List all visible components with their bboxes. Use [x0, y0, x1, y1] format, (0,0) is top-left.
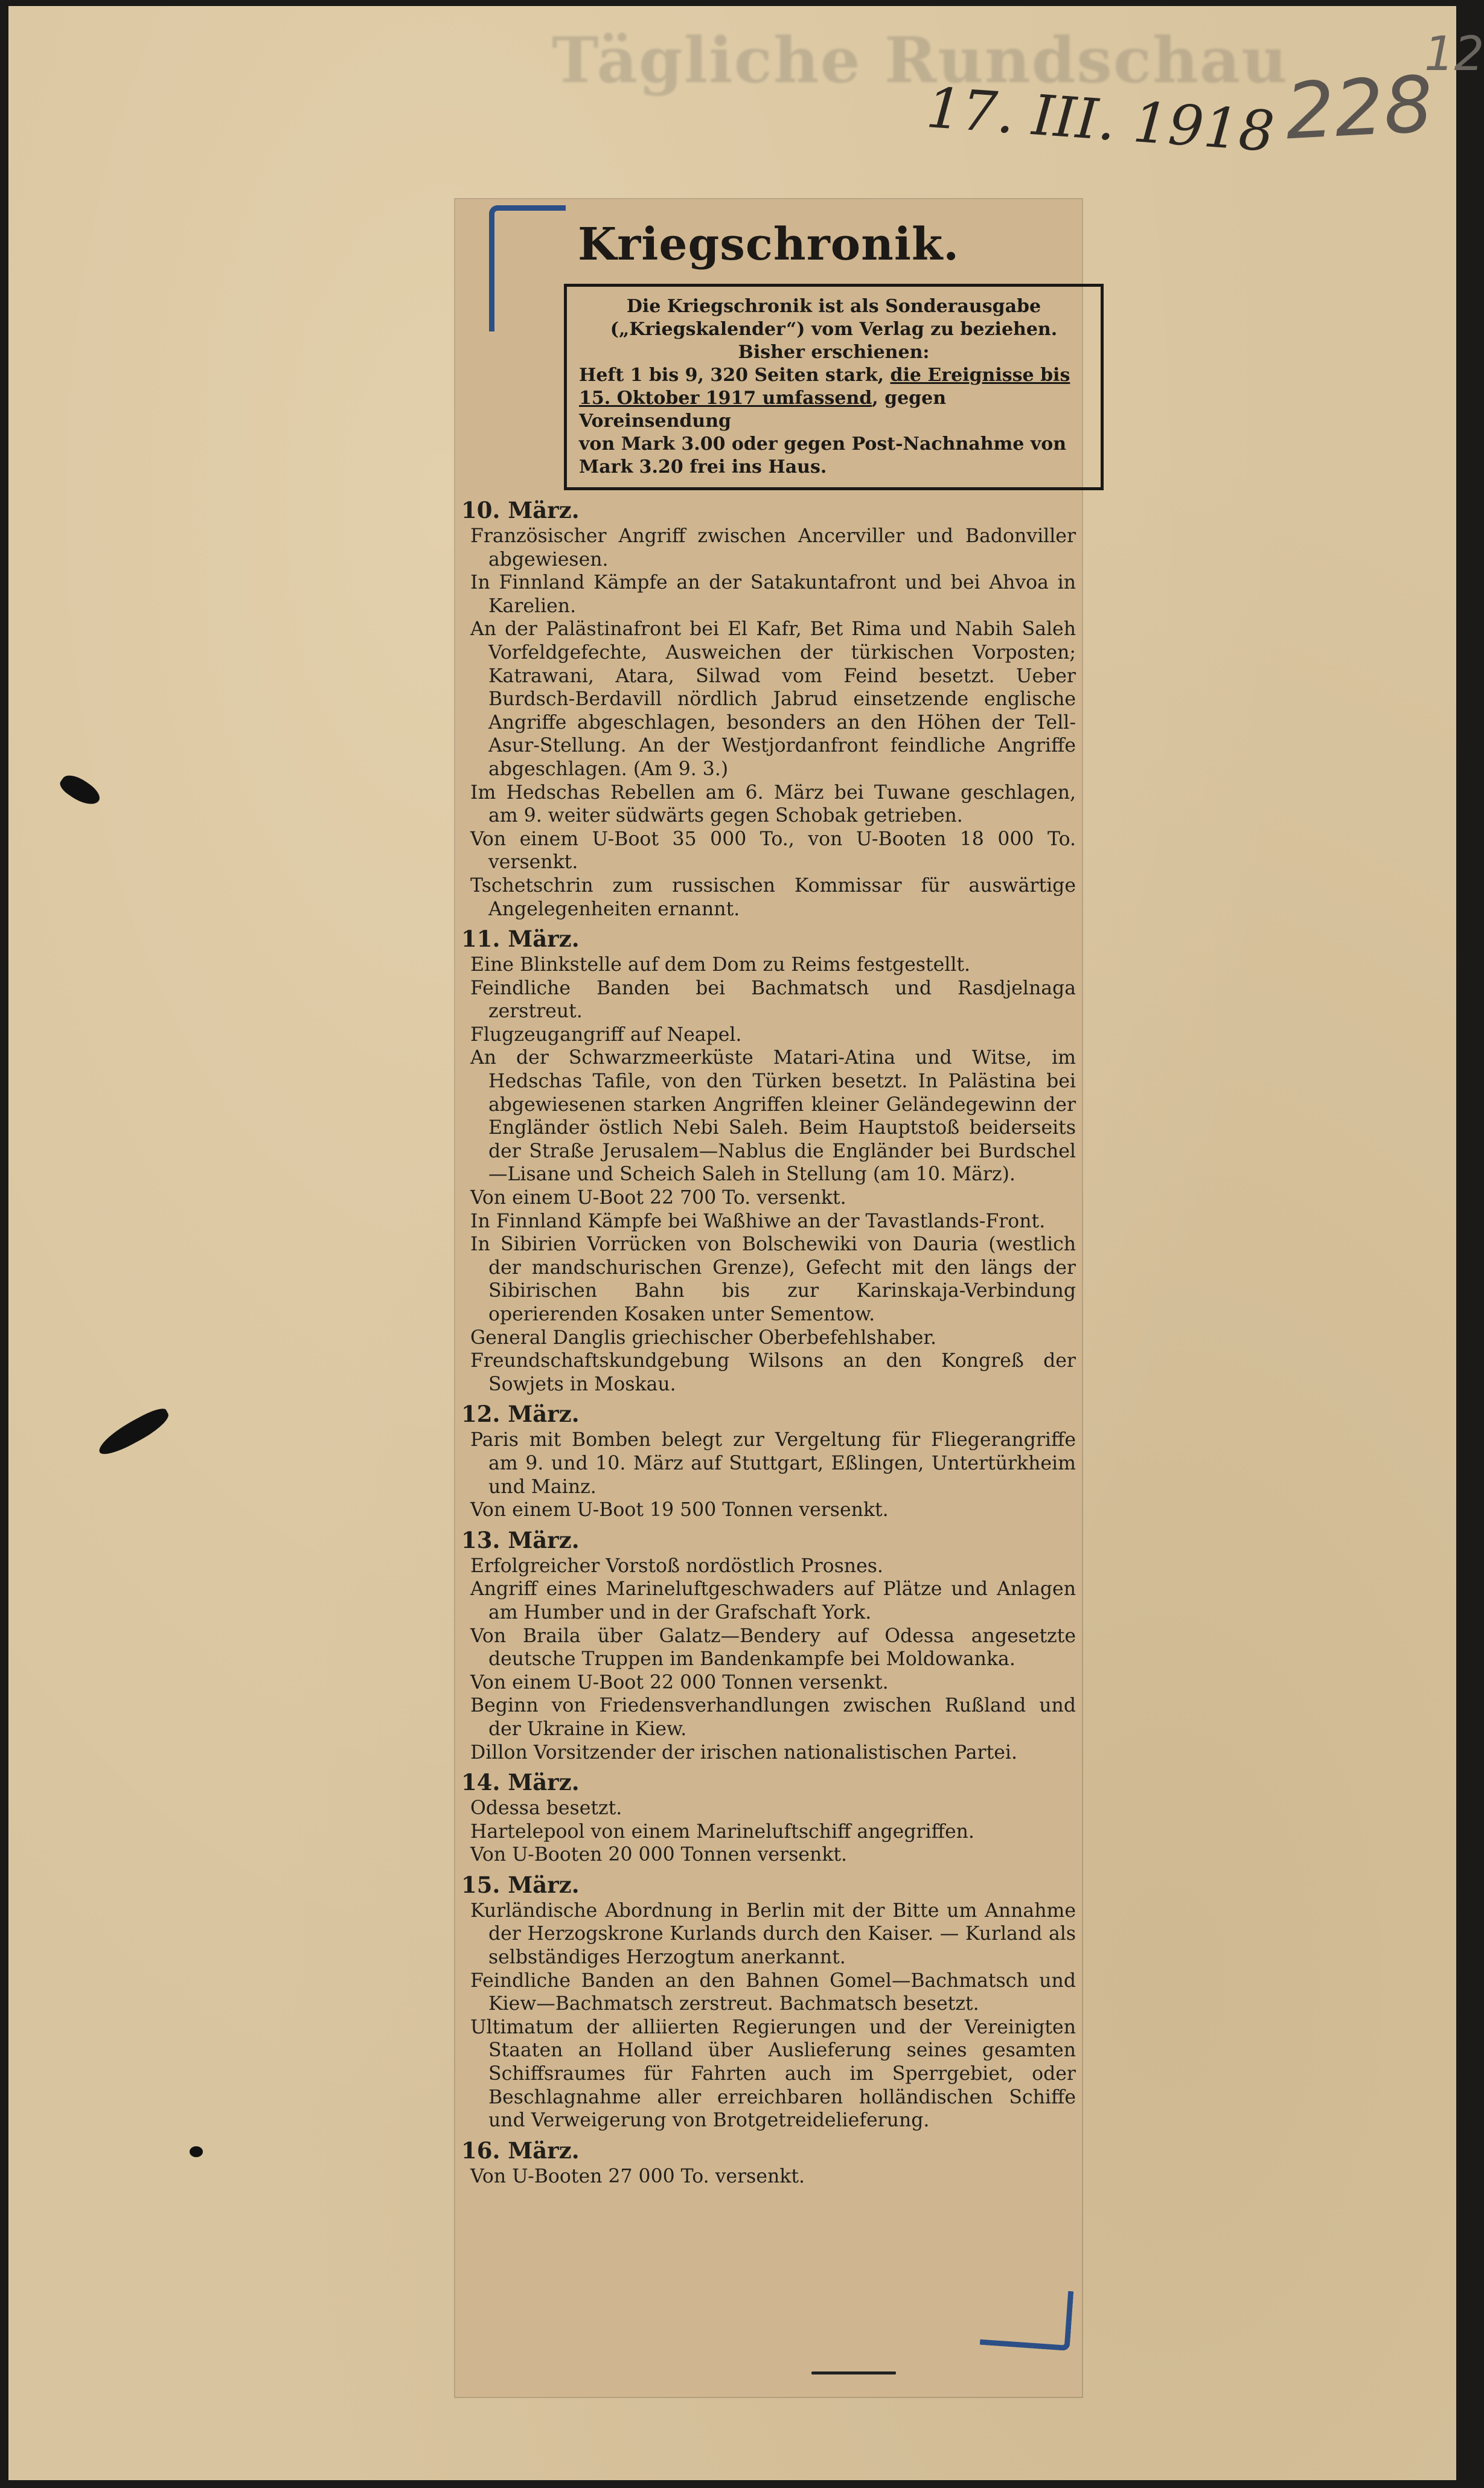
corner-mark: 12: [1424, 27, 1484, 82]
day-heading: 10. März.: [461, 497, 580, 523]
chronicle-entry: Von einem U-Boot 19 500 Tonnen versenkt.: [470, 1499, 889, 1521]
chronicle-body: [431, 492, 1083, 2346]
notice-line: von Mark 3.00 oder gegen Post-Nachnahme von: [579, 433, 1067, 455]
ink-spot: [190, 2146, 203, 2157]
day-heading: 16. März.: [461, 2137, 580, 2164]
ink-spot: [57, 770, 104, 811]
chronicle-entry: Eine Blinkstelle auf dem Dom zu Reims festgestellt.: [470, 954, 971, 976]
notice-text: Heft 1 bis 9, 320 Seiten stark,: [579, 365, 891, 386]
handwritten-date: 17. III. 1918: [924, 75, 1277, 165]
day-heading: 15. März.: [461, 1871, 580, 1898]
chronicle-entry: Von U-Booten 27 000 To. versenkt.: [470, 2165, 805, 2187]
notice-line: Mark 3.20 frei ins Haus.: [579, 456, 827, 478]
chronicle-entry: Dillon Vorsitzender der irischen nationalistischen Partei.: [470, 1741, 1017, 1764]
day-section: [431, 1527, 1083, 1764]
day-heading: 11. März.: [461, 926, 580, 953]
ink-spot: [94, 1404, 173, 1459]
day-heading: 14. März.: [461, 1769, 580, 1796]
day-section: [431, 1769, 1083, 1867]
archive-sheet: [8, 6, 1484, 2480]
clipping-edge-mark: [811, 2371, 896, 2374]
notice-underlined-text: die Ereignisse bis: [890, 365, 1070, 386]
chronicle-entry: Von Braila über Galatz—Bendery auf Odessa angesetzte deutsche Truppen im Bandenkampfe bei Moldowanka.: [470, 1625, 1076, 1671]
notice-underlined-text: 15. Oktober 1917 umfassend: [579, 388, 872, 409]
chronicle-entry: In Sibirien Vorrücken von Bolschewiki von Dauria (westlich der mandschurischen Grenze), Gefecht mit den längs der Sibirischen Bahn bis zur Karinskaja-Verbindung operierenden Kosaken unter Sementow.: [470, 1233, 1076, 1325]
chronicle-entry: An der Palästinafront bei El Kafr, Bet Rima und Nabih Saleh Vorfeldgefechte, Ausweichen der türkischen Vorposten; Katrawani, Atara, Silwad vom Feind besetzt. Ueber Burdsch-Berdavill nördlich Jabrud einsetzende englische Angriffe abgeschlagen, besonders an den Höhen der Tell-Asur-Stellung. An der Westjordanfront feindliche Angriffe abgeschlagen. (Am 9. 3.): [470, 618, 1076, 780]
chronicle-entry: In Finnland Kämpfe bei Waßhiwe an der Tavastlands-Front.: [470, 1210, 1046, 1232]
publisher-notice-box: [564, 284, 1104, 490]
chronicle-entry: Erfolgreicher Vorstoß nordöstlich Prosnes.: [470, 1555, 883, 1577]
chronicle-entry: General Danglis griechischer Oberbefehlshaber.: [470, 1326, 937, 1349]
notice-line: [579, 388, 946, 432]
day-section: [431, 2137, 1083, 2189]
day-section: [431, 926, 1083, 1396]
chronicle-entry: An der Schwarzmeerküste Matari-Atina und Witse, im Hedschas Tafile, von den Türken besetzt. In Palästina bei abgewiesenen starken Angriffen kleiner Geländegewinn der Engländer östlich Nebi Saleh. Beim Hauptstoß beiderseits der Straße Jerusalem—Nablus die Engländer bei Burdschel—Lisane und Scheich Saleh in Stellung (am 10. März).: [470, 1047, 1076, 1186]
notice-line: Bisher erschienen:: [738, 342, 930, 363]
day-section: [431, 497, 1083, 921]
day-heading: 12. März.: [461, 1401, 580, 1428]
chronicle-entry: Von einem U-Boot 22 700 To. versenkt.: [470, 1187, 846, 1209]
chronicle-entry: Französischer Angriff zwischen Ancerviller und Badonviller abgewiesen.: [470, 525, 1076, 571]
chronicle-entry: Flugzeugangriff auf Neapel.: [470, 1023, 742, 1046]
chronicle-entry: Paris mit Bomben belegt zur Vergeltung für Fliegerangriffe am 9. und 10. März auf Stuttgart, Eßlingen, Untertürkheim und Mainz.: [470, 1429, 1076, 1498]
chronicle-entry: Tschetschrin zum russischen Kommissar für auswärtige Angelegenheiten ernannt.: [470, 874, 1076, 920]
chronicle-entry: Hartelepool von einem Marineluftschiff angegriffen.: [470, 1820, 974, 1843]
chronicle-entry: Von einem U-Boot 35 000 To., von U-Booten 18 000 To. versenkt.: [470, 828, 1076, 874]
chronicle-entry: Von U-Booten 20 000 Tonnen versenkt.: [470, 1844, 848, 1866]
chronicle-entry: Feindliche Banden bei Bachmatsch und Rasdjelnaga zerstreut.: [470, 977, 1076, 1023]
day-heading: 13. März.: [461, 1526, 580, 1553]
chronicle-entry: Ultimatum der alliierten Regierungen und der Vereinigten Staaten an Holland über Auslieferung seines gesamten Schiffsraumes für Fahrten auch im Sperrgebiet, oder Beschlagnahme aller erreichbaren holländischen Schiffe und Verweigerung von Brotgetreidelieferung.: [470, 2016, 1076, 2132]
chronicle-entry: Angriff eines Marineluftgeschwaders auf Plätze und Anlagen am Humber und in der Grafschaft York.: [470, 1578, 1076, 1623]
newspaper-stamp: Tägliche Rundschau: [552, 23, 1288, 97]
notice-line: [579, 365, 1070, 386]
day-section: [431, 1401, 1083, 1521]
notice-text: , gegen Voreinsendung: [579, 388, 947, 432]
chronicle-entry: Beginn von Friedensverhandlungen zwischen Rußland und der Ukraine in Kiew.: [470, 1695, 1076, 1740]
chronicle-entry: Von einem U-Boot 22 000 Tonnen versenkt.: [470, 1671, 889, 1693]
chronicle-entry: Odessa besetzt.: [470, 1797, 622, 1820]
chronicle-entry: Feindliche Banden an den Bahnen Gomel—Bachmatsch und Kiew—Bachmatsch zerstreut. Bachmatsch besetzt.: [470, 1969, 1076, 2015]
article-title: Kriegschronik.: [577, 219, 960, 270]
notice-line: Die Kriegschronik ist als Sonderausgabe: [626, 296, 1041, 317]
notice-line: („Kriegskalender“) vom Verlag zu beziehen.: [610, 319, 1058, 340]
handwritten-page-number: 228: [1283, 59, 1436, 158]
chronicle-entry: In Finnland Kämpfe an der Satakuntafront und bei Ahvoa in Karelien.: [470, 572, 1076, 617]
chronicle-entry: Freundschaftskundgebung Wilsons an den Kongreß der Sowjets in Moskau.: [470, 1350, 1076, 1395]
chronicle-entry: Kurländische Abordnung in Berlin mit der Bitte um Annahme der Herzogskrone Kurlands durch den Kaiser. — Kurland als selbständiges Herzogtum anerkannt.: [470, 1899, 1076, 1969]
day-section: [431, 1872, 1083, 2132]
chronicle-entry: Im Hedschas Rebellen am 6. März bei Tuwane geschlagen, am 9. weiter südwärts gegen Schobak getrieben.: [470, 781, 1076, 827]
